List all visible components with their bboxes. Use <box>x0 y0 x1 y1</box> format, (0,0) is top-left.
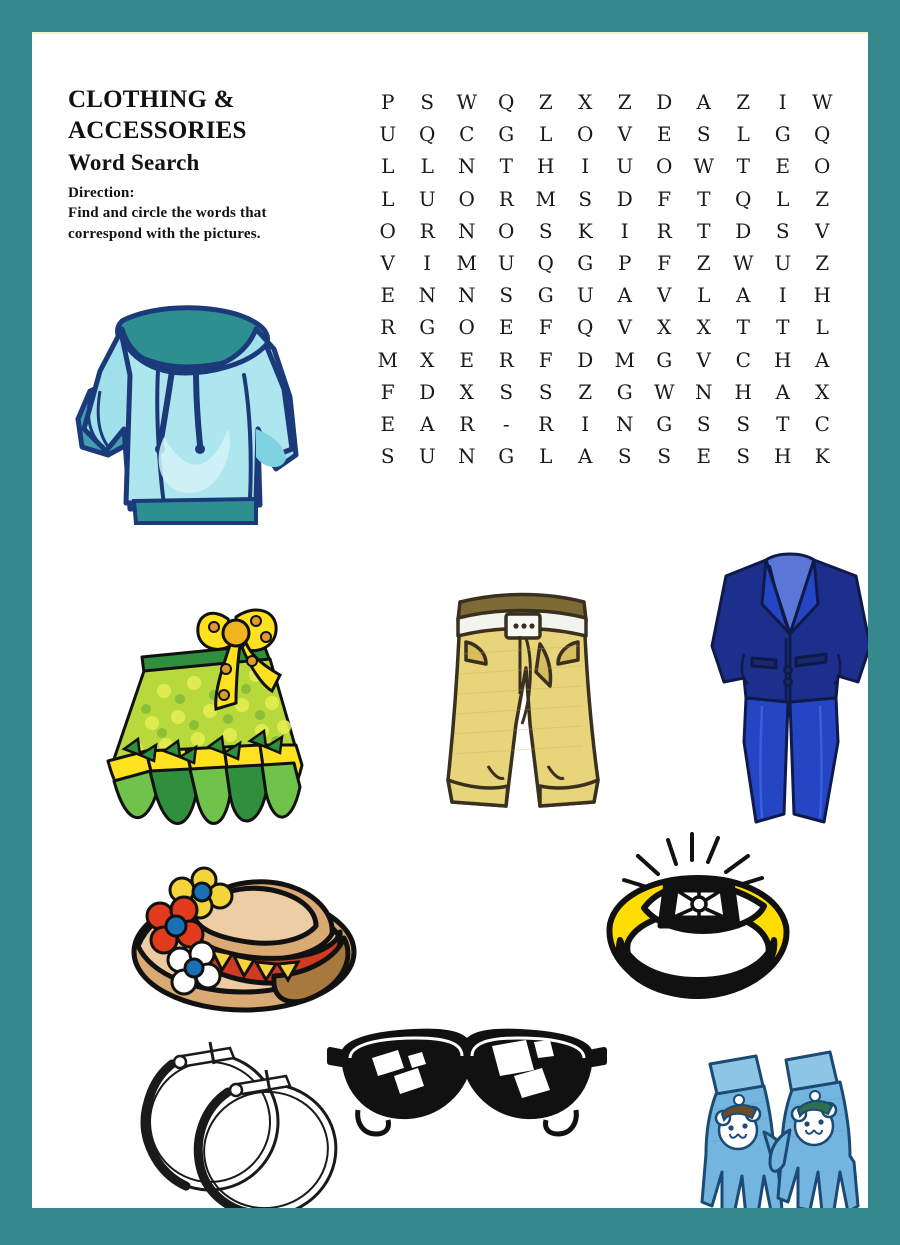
grid-cell-r5-c2[interactable]: R <box>419 218 435 243</box>
grid-cell-r1-c1[interactable]: P <box>381 90 395 114</box>
grid-cell-r2-c1[interactable]: U <box>379 122 397 147</box>
grid-cell-r11-c10[interactable]: S <box>736 411 751 436</box>
grid-cell-r7-c2[interactable]: N <box>418 283 436 308</box>
grid-cell-r9-c6[interactable]: D <box>577 347 594 372</box>
grid-cell-r5-c5[interactable]: S <box>538 218 553 243</box>
grid-cell-r2-c4[interactable]: G <box>498 122 515 147</box>
grid-cell-r3-c11[interactable]: E <box>775 154 791 179</box>
grid-cell-r2-c3[interactable]: C <box>459 122 475 147</box>
grid-cell-r6-c2[interactable]: I <box>423 250 432 275</box>
grid-cell-r1-c2[interactable]: S <box>420 90 435 114</box>
grid-cell-r9-c10[interactable]: C <box>735 347 751 372</box>
grid-cell-r12-c2[interactable]: U <box>418 444 436 469</box>
grid-cell-r10-c7[interactable]: G <box>616 379 633 404</box>
picture-suit <box>700 542 868 837</box>
grid-cell-r5-c12[interactable]: V <box>815 218 830 243</box>
grid-cell-r10-c1[interactable]: F <box>380 379 395 404</box>
grid-cell-r7-c3[interactable]: N <box>458 283 476 308</box>
grid-cell-r5-c11[interactable]: S <box>775 218 790 243</box>
grid-cell-r6-c11[interactable]: U <box>774 250 792 275</box>
grid-cell-r10-c4[interactable]: S <box>499 379 514 404</box>
grid-cell-r6-c10[interactable]: W <box>732 250 754 275</box>
grid-cell-r11-c6[interactable]: I <box>581 411 590 436</box>
grid-cell-r8-c9[interactable]: X <box>696 315 711 340</box>
grid-cell-r6-c4[interactable]: U <box>497 250 515 275</box>
grid-cell-r5-c1[interactable]: O <box>379 218 396 243</box>
grid-cell-r8-c8[interactable]: X <box>657 315 672 340</box>
picture-sunglasses <box>328 1018 608 1158</box>
picture-ring <box>594 830 804 1015</box>
grid-cell-r1-c5[interactable]: Z <box>538 90 553 114</box>
grid-cell-r4-c2[interactable]: U <box>418 186 436 211</box>
grid-cell-r4-c4[interactable]: R <box>498 186 514 211</box>
grid-cell-r9-c2[interactable]: X <box>420 347 435 372</box>
grid-cell-r3-c10[interactable]: T <box>736 154 750 179</box>
grid-cell-r9-c11[interactable]: H <box>774 347 792 372</box>
grid-cell-r4-c7[interactable]: D <box>616 186 633 211</box>
grid-cell-r11-c7[interactable]: N <box>616 411 634 436</box>
grid-cell-r5-c3[interactable]: N <box>458 218 476 243</box>
grid-cell-r3-c8[interactable]: O <box>656 154 673 179</box>
grid-cell-r4-c9[interactable]: T <box>697 186 711 211</box>
picture-hoodie <box>60 279 310 524</box>
grid-cell-r7-c9[interactable]: L <box>697 283 711 308</box>
picture-earrings <box>118 1030 348 1208</box>
grid-cell-r2-c9[interactable]: S <box>696 122 711 147</box>
grid-cell-r11-c5[interactable]: R <box>538 411 554 436</box>
grid-cell-r7-c11[interactable]: I <box>778 283 787 308</box>
page-subtitle: Word Search <box>68 150 200 175</box>
grid-cell-r1-c12[interactable]: W <box>811 90 833 114</box>
grid-cell-r5-c7[interactable]: I <box>620 218 629 243</box>
grid-cell-r8-c3[interactable]: O <box>458 315 475 340</box>
grid-cell-r6-c9[interactable]: Z <box>696 250 711 275</box>
grid-cell-r2-c7[interactable]: V <box>617 122 632 147</box>
grid-cell-r4-c11[interactable]: L <box>776 186 790 211</box>
grid-cell-r5-c8[interactable]: R <box>656 218 672 243</box>
grid-cell-r1-c4[interactable]: Q <box>498 90 515 114</box>
grid-cell-r8-c4[interactable]: E <box>498 315 514 340</box>
grid-cell-r6-c3[interactable]: M <box>456 250 477 275</box>
heading-block <box>68 84 338 245</box>
grid-cell-r10-c6[interactable]: Z <box>578 379 593 404</box>
grid-cell-r3-c4[interactable]: T <box>499 154 513 179</box>
grid-cell-r6-c1[interactable]: V <box>380 250 395 275</box>
picture-sun-hat <box>124 854 374 1024</box>
grid-cell-r2-c8[interactable]: E <box>656 122 672 147</box>
grid-cell-r1-c8[interactable]: D <box>656 90 673 114</box>
grid-cell-r11-c1[interactable]: E <box>380 411 396 436</box>
grid-cell-r8-c2[interactable]: G <box>419 315 436 340</box>
grid-cell-r4-c12[interactable]: Z <box>815 186 830 211</box>
grid-cell-r12-c11[interactable]: H <box>774 444 792 469</box>
grid-cell-r7-c10[interactable]: A <box>736 283 751 308</box>
grid-cell-r1-c3[interactable]: W <box>456 90 478 114</box>
grid-cell-r6-c5[interactable]: Q <box>537 250 554 275</box>
grid-cell-r11-c8[interactable]: G <box>656 411 673 436</box>
grid-cell-r2-c11[interactable]: G <box>774 122 791 147</box>
grid-cell-r3-c2[interactable]: L <box>420 154 434 179</box>
grid-cell-r4-c10[interactable]: Q <box>735 186 752 211</box>
grid-cell-r4-c1[interactable]: L <box>381 186 395 211</box>
picture-shorts <box>430 574 620 824</box>
grid-cell-r8-c5[interactable]: F <box>538 315 553 340</box>
grid-cell-r2-c5[interactable]: L <box>539 122 553 147</box>
direction-text-line-1: Find and circle the words that <box>68 205 267 221</box>
grid-cell-r9-c1[interactable]: M <box>377 347 398 372</box>
grid-cell-r9-c8[interactable]: G <box>656 347 673 372</box>
grid-cell-r1-c6[interactable]: X <box>578 90 593 114</box>
grid-cell-r11-c4[interactable]: - <box>502 411 510 436</box>
grid-cell-r10-c8[interactable]: W <box>653 379 675 404</box>
grid-cell-r1-c11[interactable]: I <box>778 90 787 114</box>
grid-cell-r6-c6[interactable]: G <box>577 250 594 275</box>
grid-cell-r10-c5[interactable]: S <box>538 379 553 404</box>
grid-cell-r12-c6[interactable]: A <box>578 444 593 469</box>
page-title-line-2: ACCESSORIES <box>68 117 247 144</box>
grid-cell-r12-c7[interactable]: S <box>617 444 632 469</box>
worksheet-page <box>32 32 868 1208</box>
grid-cell-r6-c8[interactable]: F <box>657 250 672 275</box>
grid-cell-r5-c6[interactable]: K <box>577 218 593 243</box>
grid-cell-r7-c6[interactable]: U <box>576 283 594 308</box>
direction-text-line-2: correspond with the pictures. <box>68 226 261 242</box>
grid-cell-r12-c1[interactable]: S <box>380 444 395 469</box>
grid-cell-r7-c7[interactable]: A <box>617 283 632 308</box>
grid-cell-r2-c10[interactable]: L <box>736 122 750 147</box>
grid-cell-r4-c8[interactable]: F <box>657 186 672 211</box>
grid-cell-r9-c9[interactable]: V <box>696 347 711 372</box>
grid-cell-r2-c2[interactable]: Q <box>419 122 436 147</box>
grid-cell-r8-c1[interactable]: R <box>380 315 396 340</box>
direction-label: Direction: <box>68 185 135 201</box>
grid-cell-r3-c3[interactable]: N <box>458 154 476 179</box>
grid-cell-r7-c4[interactable]: S <box>499 283 514 308</box>
grid-cell-r12-c10[interactable]: S <box>736 444 751 469</box>
grid-cell-r2-c12[interactable]: Q <box>814 122 831 147</box>
grid-cell-r3-c1[interactable]: L <box>381 154 395 179</box>
grid-cell-r10-c12[interactable]: X <box>815 379 830 404</box>
grid-cell-r9-c12[interactable]: A <box>815 347 830 372</box>
grid-cell-r9-c7[interactable]: M <box>614 347 635 372</box>
grid-cell-r12-c8[interactable]: S <box>657 444 672 469</box>
grid-cell-r8-c7[interactable]: V <box>617 315 632 340</box>
grid-cell-r5-c10[interactable]: D <box>735 218 752 243</box>
grid-cell-r12-c5[interactable]: L <box>539 444 553 469</box>
grid-cell-r11-c11[interactable]: T <box>776 411 790 436</box>
grid-cell-r5-c4[interactable]: O <box>498 218 515 243</box>
grid-cell-r7-c1[interactable]: E <box>380 283 396 308</box>
grid-cell-r1-c9[interactable]: A <box>696 90 711 114</box>
grid-cell-r10-c2[interactable]: D <box>419 379 436 404</box>
grid-cell-r12-c12[interactable]: K <box>814 444 830 469</box>
grid-cell-r8-c12[interactable]: L <box>815 315 829 340</box>
grid-cell-r11-c3[interactable]: R <box>459 411 475 436</box>
grid-cell-r6-c7[interactable]: P <box>618 250 632 275</box>
grid-cell-r12-c4[interactable]: G <box>498 444 515 469</box>
grid-cell-r6-c12[interactable]: Z <box>815 250 830 275</box>
grid-cell-r12-c3[interactable]: N <box>458 444 476 469</box>
grid-cell-r12-c9[interactable]: E <box>696 444 712 469</box>
grid-cell-r8-c10[interactable]: T <box>736 315 750 340</box>
grid-cell-r7-c12[interactable]: H <box>813 283 831 308</box>
word-search-grid[interactable] <box>368 86 842 472</box>
grid-cell-r3-c12[interactable]: O <box>814 154 831 179</box>
grid-cell-r11-c12[interactable]: C <box>814 411 830 436</box>
grid-cell-r9-c4[interactable]: R <box>498 347 514 372</box>
grid-cell-r9-c3[interactable]: E <box>459 347 475 372</box>
grid-cell-r8-c6[interactable]: Q <box>577 315 594 340</box>
grid-cell-r7-c5[interactable]: G <box>537 283 554 308</box>
grid-cell-r4-c5[interactable]: M <box>535 186 556 211</box>
grid-cell-r5-c9[interactable]: T <box>697 218 711 243</box>
grid-cell-r10-c3[interactable]: X <box>459 379 474 404</box>
grid-cell-r10-c10[interactable]: H <box>734 379 752 404</box>
grid-cell-r4-c6[interactable]: S <box>578 186 593 211</box>
grid-cell-r10-c9[interactable]: N <box>695 379 713 404</box>
grid-cell-r3-c6[interactable]: I <box>581 154 590 179</box>
grid-cell-r9-c5[interactable]: F <box>538 347 553 372</box>
grid-cell-r7-c8[interactable]: V <box>657 283 672 308</box>
grid-cell-r3-c7[interactable]: U <box>616 154 634 179</box>
grid-cell-r1-c7[interactable]: Z <box>617 90 632 114</box>
grid-cell-r2-c6[interactable]: O <box>577 122 594 147</box>
grid-cell-r3-c5[interactable]: H <box>537 154 555 179</box>
grid-cell-r1-c10[interactable]: Z <box>736 90 751 114</box>
grid-cell-r4-c3[interactable]: O <box>458 186 475 211</box>
grid-cell-r8-c11[interactable]: T <box>776 315 790 340</box>
grid-cell-r10-c11[interactable]: A <box>775 379 790 404</box>
grid-cell-r3-c9[interactable]: W <box>693 154 715 179</box>
grid-cell-r11-c2[interactable]: A <box>420 411 435 436</box>
picture-skirt <box>80 599 330 834</box>
page-title-line-1: CLOTHING & <box>68 86 235 113</box>
grid-cell-r11-c9[interactable]: S <box>696 411 711 436</box>
picture-gloves <box>694 1034 868 1208</box>
